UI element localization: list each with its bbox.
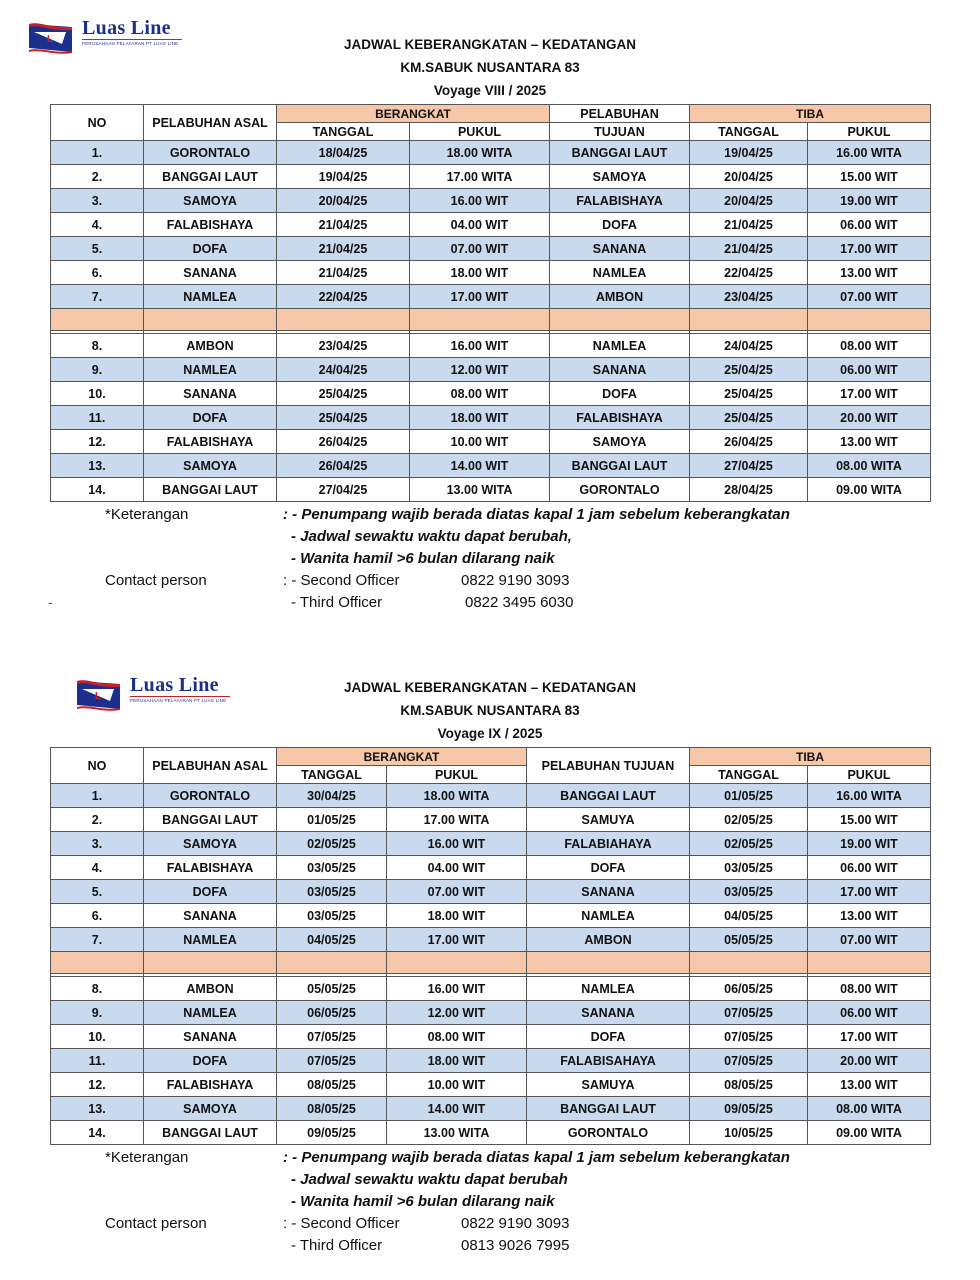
cell-tanggal-tiba: 21/04/25 bbox=[690, 237, 808, 261]
cell-asal: FALABISHAYA bbox=[144, 1073, 277, 1097]
cell-pukul-berangkat: 10.00 WIT bbox=[387, 1073, 527, 1097]
cell-pukul-berangkat: 04.00 WIT bbox=[410, 213, 550, 237]
keterangan-label: *Keterangan bbox=[105, 1149, 189, 1166]
cell-tujuan: FALABIAHAYA bbox=[527, 832, 690, 856]
cell-asal: SANANA bbox=[144, 904, 277, 928]
cell-pukul-tiba: 06.00 WIT bbox=[808, 358, 931, 382]
notes-block bbox=[0, 1147, 980, 1267]
cell-pukul-tiba: 09.00 WITA bbox=[808, 1121, 931, 1145]
cell-pukul-tiba: 16.00 WITA bbox=[808, 784, 931, 808]
contact-1-phone[interactable]: 0822 9190 3093 bbox=[461, 572, 570, 589]
cell-pukul-berangkat: 04.00 WIT bbox=[387, 856, 527, 880]
cell-asal: NAMLEA bbox=[144, 1001, 277, 1025]
header-pukul: PUKUL bbox=[410, 123, 550, 141]
cell-no: 13. bbox=[51, 454, 144, 478]
cell-pukul-tiba: 15.00 WIT bbox=[808, 808, 931, 832]
cell-asal: FALABISHAYA bbox=[144, 856, 277, 880]
header-tiba: TIBA bbox=[690, 105, 931, 123]
cell-tujuan: NAMLEA bbox=[550, 334, 690, 358]
cell-tujuan: SANANA bbox=[550, 237, 690, 261]
notes-block bbox=[0, 504, 980, 624]
schedule-table bbox=[50, 104, 931, 502]
cell-no: 3. bbox=[51, 189, 144, 213]
svg-text:L: L bbox=[95, 691, 102, 702]
cell-tanggal-tiba: 24/04/25 bbox=[690, 334, 808, 358]
cell-no: 7. bbox=[51, 285, 144, 309]
header-pukul: PUKUL bbox=[387, 766, 527, 784]
cell-tanggal-berangkat: 03/05/25 bbox=[277, 904, 387, 928]
contact-2-role: - Third Officer bbox=[291, 594, 383, 611]
cell-pukul-berangkat: 18.00 WITA bbox=[410, 141, 550, 165]
cell-tanggal-berangkat: 03/05/25 bbox=[277, 880, 387, 904]
cell-tanggal-tiba: 19/04/25 bbox=[690, 141, 808, 165]
cell-no: 3. bbox=[51, 832, 144, 856]
table-row bbox=[51, 213, 931, 237]
cell-tanggal-tiba: 21/04/25 bbox=[690, 213, 808, 237]
separator-row bbox=[51, 952, 931, 974]
table-row bbox=[51, 904, 931, 928]
cell-pukul-berangkat: 18.00 WITA bbox=[387, 784, 527, 808]
header-tanggal: TANGGAL bbox=[277, 123, 410, 141]
cell-pukul-berangkat: 16.00 WIT bbox=[410, 334, 550, 358]
cell-pukul-tiba: 07.00 WIT bbox=[808, 285, 931, 309]
contact-label: Contact person bbox=[105, 572, 207, 589]
table-row bbox=[51, 1049, 931, 1073]
cell-tanggal-tiba: 03/05/25 bbox=[690, 880, 808, 904]
cell-asal: AMBON bbox=[144, 977, 277, 1001]
cell-no: 8. bbox=[51, 334, 144, 358]
cell-pukul-berangkat: 16.00 WIT bbox=[387, 977, 527, 1001]
logo-subtitle: PERUSAHAAN PELAYARAN PT LUAS LINE bbox=[82, 39, 182, 46]
cell-pukul-berangkat: 18.00 WIT bbox=[410, 261, 550, 285]
cell-pukul-tiba: 17.00 WIT bbox=[808, 237, 931, 261]
cell-pukul-tiba: 06.00 WIT bbox=[808, 856, 931, 880]
cell-pukul-tiba: 06.00 WIT bbox=[808, 213, 931, 237]
cell-asal: BANGGAI LAUT bbox=[144, 165, 277, 189]
cell-tanggal-tiba: 25/04/25 bbox=[690, 358, 808, 382]
table-row bbox=[51, 1025, 931, 1049]
cell-tujuan: BANGGAI LAUT bbox=[527, 1097, 690, 1121]
cell-asal: DOFA bbox=[144, 880, 277, 904]
logo-name: Luas Line bbox=[82, 17, 171, 39]
cell-pukul-berangkat: 14.00 WIT bbox=[410, 454, 550, 478]
separator-cell bbox=[410, 309, 550, 331]
cell-no: 2. bbox=[51, 165, 144, 189]
table-row bbox=[51, 285, 931, 309]
header-tanggal: TANGGAL bbox=[690, 123, 808, 141]
cell-pukul-tiba: 13.00 WIT bbox=[808, 430, 931, 454]
cell-pukul-berangkat: 14.00 WIT bbox=[387, 1097, 527, 1121]
cell-pukul-berangkat: 13.00 WITA bbox=[387, 1121, 527, 1145]
cell-no: 4. bbox=[51, 856, 144, 880]
cell-tujuan: FALABISAHAYA bbox=[527, 1049, 690, 1073]
cell-tanggal-berangkat: 01/05/25 bbox=[277, 808, 387, 832]
note-prefix: : - bbox=[283, 1149, 298, 1166]
cell-pukul-berangkat: 07.00 WIT bbox=[410, 237, 550, 261]
cell-tanggal-tiba: 22/04/25 bbox=[690, 261, 808, 285]
cell-tanggal-tiba: 02/05/25 bbox=[690, 808, 808, 832]
cell-pukul-berangkat: 12.00 WIT bbox=[387, 1001, 527, 1025]
header-berangkat: BERANGKAT bbox=[277, 748, 527, 766]
note-prefix: : - bbox=[283, 506, 298, 523]
cell-no: 11. bbox=[51, 1049, 144, 1073]
svg-text:L: L bbox=[47, 34, 54, 45]
cell-asal: BANGGAI LAUT bbox=[144, 808, 277, 832]
cell-asal: SAMOYA bbox=[144, 1097, 277, 1121]
cell-tanggal-tiba: 07/05/25 bbox=[690, 1049, 808, 1073]
cell-pukul-tiba: 13.00 WIT bbox=[808, 261, 931, 285]
cell-tanggal-berangkat: 08/05/25 bbox=[277, 1097, 387, 1121]
stray-mark: - bbox=[48, 594, 53, 610]
cell-asal: NAMLEA bbox=[144, 358, 277, 382]
cell-tanggal-berangkat: 02/05/25 bbox=[277, 832, 387, 856]
table-row bbox=[51, 430, 931, 454]
header-tanggal: TANGGAL bbox=[277, 766, 387, 784]
cell-pukul-berangkat: 17.00 WIT bbox=[410, 285, 550, 309]
header-no: NO bbox=[51, 105, 144, 141]
schedule-title: JADWAL KEBERANGKATAN – KEDATANGAN bbox=[343, 680, 636, 695]
cell-no: 12. bbox=[51, 1073, 144, 1097]
cell-tanggal-tiba: 04/05/25 bbox=[690, 904, 808, 928]
cell-tujuan: SAMOYA bbox=[550, 165, 690, 189]
cell-tujuan: DOFA bbox=[527, 1025, 690, 1049]
cell-tanggal-tiba: 25/04/25 bbox=[690, 382, 808, 406]
table-row bbox=[51, 478, 931, 502]
cell-tanggal-tiba: 08/05/25 bbox=[690, 1073, 808, 1097]
cell-tanggal-tiba: 06/05/25 bbox=[690, 977, 808, 1001]
header-tujuan: PELABUHAN TUJUAN bbox=[527, 748, 690, 784]
cell-pukul-berangkat: 08.00 WIT bbox=[410, 382, 550, 406]
cell-pukul-tiba: 08.00 WITA bbox=[808, 454, 931, 478]
table-row bbox=[51, 832, 931, 856]
cell-tujuan: SAMUYA bbox=[527, 808, 690, 832]
separator-cell bbox=[808, 952, 931, 974]
cell-tanggal-tiba: 02/05/25 bbox=[690, 832, 808, 856]
cell-tanggal-berangkat: 27/04/25 bbox=[277, 478, 410, 502]
cell-asal: SAMOYA bbox=[144, 454, 277, 478]
cell-pukul-berangkat: 07.00 WIT bbox=[387, 880, 527, 904]
cell-tanggal-berangkat: 23/04/25 bbox=[277, 334, 410, 358]
note-2: - Jadwal sewaktu waktu dapat berubah bbox=[291, 1171, 568, 1188]
cell-asal: GORONTALO bbox=[144, 784, 277, 808]
cell-tujuan: SANANA bbox=[550, 358, 690, 382]
cell-no: 13. bbox=[51, 1097, 144, 1121]
cell-pukul-berangkat: 10.00 WIT bbox=[410, 430, 550, 454]
cell-tujuan: BANGGAI LAUT bbox=[550, 454, 690, 478]
cell-pukul-tiba: 20.00 WIT bbox=[808, 406, 931, 430]
cell-tanggal-berangkat: 24/04/25 bbox=[277, 358, 410, 382]
cell-tanggal-tiba: 07/05/25 bbox=[690, 1001, 808, 1025]
cell-tanggal-berangkat: 06/05/25 bbox=[277, 1001, 387, 1025]
cell-pukul-berangkat: 18.00 WIT bbox=[387, 1049, 527, 1073]
cell-asal: NAMLEA bbox=[144, 285, 277, 309]
separator-row bbox=[51, 309, 931, 331]
cell-no: 14. bbox=[51, 478, 144, 502]
table-row bbox=[51, 1121, 931, 1145]
cell-asal: GORONTALO bbox=[144, 141, 277, 165]
table-row bbox=[51, 165, 931, 189]
table-row bbox=[51, 808, 931, 832]
table-row bbox=[51, 141, 931, 165]
contact-1-role: : - Second Officer bbox=[283, 572, 400, 589]
header-pukul: PUKUL bbox=[808, 766, 931, 784]
note-1: Penumpang wajib berada diatas kapal 1 jam sebelum keberangkatan bbox=[297, 1149, 790, 1166]
schedule-table bbox=[50, 747, 931, 1145]
keterangan-label: *Keterangan bbox=[105, 506, 189, 523]
cell-pukul-tiba: 06.00 WIT bbox=[808, 1001, 931, 1025]
header-tiba: TIBA bbox=[690, 748, 931, 766]
cell-pukul-tiba: 17.00 WIT bbox=[808, 880, 931, 904]
cell-pukul-tiba: 07.00 WIT bbox=[808, 928, 931, 952]
separator-cell bbox=[144, 309, 277, 331]
table-row bbox=[51, 784, 931, 808]
cell-asal: BANGGAI LAUT bbox=[144, 1121, 277, 1145]
header-pukul: PUKUL bbox=[808, 123, 931, 141]
table-row bbox=[51, 358, 931, 382]
contact-1-phone[interactable]: 0822 9190 3093 bbox=[461, 1215, 570, 1232]
contact-2-role: - Third Officer bbox=[291, 1237, 383, 1254]
cell-tanggal-berangkat: 26/04/25 bbox=[277, 430, 410, 454]
cell-pukul-berangkat: 08.00 WIT bbox=[387, 1025, 527, 1049]
cell-tanggal-tiba: 20/04/25 bbox=[690, 189, 808, 213]
cell-pukul-tiba: 17.00 WIT bbox=[808, 382, 931, 406]
cell-tanggal-tiba: 09/05/25 bbox=[690, 1097, 808, 1121]
cell-pukul-berangkat: 17.00 WITA bbox=[387, 808, 527, 832]
cell-no: 10. bbox=[51, 1025, 144, 1049]
cell-tujuan: AMBON bbox=[527, 928, 690, 952]
separator-cell bbox=[387, 952, 527, 974]
note-2: - Jadwal sewaktu waktu dapat berubah, bbox=[291, 528, 572, 545]
cell-pukul-berangkat: 16.00 WIT bbox=[387, 832, 527, 856]
cell-tujuan: AMBON bbox=[550, 285, 690, 309]
cell-no: 1. bbox=[51, 141, 144, 165]
cell-tanggal-berangkat: 07/05/25 bbox=[277, 1025, 387, 1049]
cell-no: 11. bbox=[51, 406, 144, 430]
cell-tanggal-berangkat: 25/04/25 bbox=[277, 406, 410, 430]
cell-tanggal-tiba: 27/04/25 bbox=[690, 454, 808, 478]
contact-1-role: : - Second Officer bbox=[283, 1215, 400, 1232]
cell-tujuan: DOFA bbox=[527, 856, 690, 880]
cell-asal: BANGGAI LAUT bbox=[144, 478, 277, 502]
cell-tujuan: NAMLEA bbox=[527, 977, 690, 1001]
separator-cell bbox=[690, 952, 808, 974]
cell-pukul-tiba: 13.00 WIT bbox=[808, 904, 931, 928]
cell-no: 2. bbox=[51, 808, 144, 832]
cell-tanggal-berangkat: 25/04/25 bbox=[277, 382, 410, 406]
table-row bbox=[51, 1097, 931, 1121]
table-row bbox=[51, 334, 931, 358]
cell-no: 5. bbox=[51, 237, 144, 261]
separator-cell bbox=[550, 309, 690, 331]
cell-pukul-tiba: 16.00 WITA bbox=[808, 141, 931, 165]
cell-tanggal-berangkat: 26/04/25 bbox=[277, 454, 410, 478]
cell-pukul-tiba: 20.00 WIT bbox=[808, 1049, 931, 1073]
separator-cell bbox=[277, 952, 387, 974]
table-row bbox=[51, 880, 931, 904]
cell-pukul-tiba: 19.00 WIT bbox=[808, 189, 931, 213]
cell-pukul-berangkat: 13.00 WITA bbox=[410, 478, 550, 502]
separator-cell bbox=[277, 309, 410, 331]
cell-asal: FALABISHAYA bbox=[144, 430, 277, 454]
cell-no: 6. bbox=[51, 261, 144, 285]
cell-tanggal-tiba: 23/04/25 bbox=[690, 285, 808, 309]
header-no: NO bbox=[51, 748, 144, 784]
cell-tanggal-berangkat: 22/04/25 bbox=[277, 285, 410, 309]
header-tujuan-line1: PELABUHAN bbox=[550, 105, 690, 123]
cell-pukul-tiba: 13.00 WIT bbox=[808, 1073, 931, 1097]
header-asal: PELABUHAN ASAL bbox=[144, 105, 277, 141]
cell-tujuan: NAMLEA bbox=[527, 904, 690, 928]
table-row bbox=[51, 382, 931, 406]
table-row bbox=[51, 237, 931, 261]
cell-tujuan: SANANA bbox=[527, 880, 690, 904]
cell-pukul-tiba: 08.00 WIT bbox=[808, 977, 931, 1001]
separator-cell bbox=[51, 952, 144, 974]
cell-asal: DOFA bbox=[144, 237, 277, 261]
cell-tujuan: BANGGAI LAUT bbox=[550, 141, 690, 165]
cell-no: 5. bbox=[51, 880, 144, 904]
cell-pukul-berangkat: 18.00 WIT bbox=[387, 904, 527, 928]
cell-tanggal-berangkat: 18/04/25 bbox=[277, 141, 410, 165]
schedule-title: JADWAL KEBERANGKATAN – KEDATANGAN bbox=[343, 37, 636, 52]
cell-tujuan: DOFA bbox=[550, 213, 690, 237]
cell-pukul-berangkat: 18.00 WIT bbox=[410, 406, 550, 430]
cell-tujuan: BANGGAI LAUT bbox=[527, 784, 690, 808]
cell-no: 1. bbox=[51, 784, 144, 808]
table-row bbox=[51, 406, 931, 430]
cell-pukul-tiba: 19.00 WIT bbox=[808, 832, 931, 856]
cell-tujuan: SAMUYA bbox=[527, 1073, 690, 1097]
cell-no: 9. bbox=[51, 1001, 144, 1025]
cell-pukul-tiba: 15.00 WIT bbox=[808, 165, 931, 189]
ship-name: KM.SABUK NUSANTARA 83 bbox=[400, 60, 580, 75]
cell-tanggal-berangkat: 30/04/25 bbox=[277, 784, 387, 808]
cell-no: 4. bbox=[51, 213, 144, 237]
cell-tanggal-berangkat: 21/04/25 bbox=[277, 261, 410, 285]
cell-asal: FALABISHAYA bbox=[144, 213, 277, 237]
cell-no: 6. bbox=[51, 904, 144, 928]
cell-tujuan: GORONTALO bbox=[550, 478, 690, 502]
contact-2-phone[interactable]: 0813 9026 7995 bbox=[461, 1237, 570, 1254]
table-row bbox=[51, 261, 931, 285]
header-asal: PELABUHAN ASAL bbox=[144, 748, 277, 784]
cell-pukul-berangkat: 12.00 WIT bbox=[410, 358, 550, 382]
cell-pukul-tiba: 17.00 WIT bbox=[808, 1025, 931, 1049]
table-row bbox=[51, 856, 931, 880]
cell-asal: SANANA bbox=[144, 1025, 277, 1049]
separator-cell bbox=[808, 309, 931, 331]
cell-tanggal-tiba: 20/04/25 bbox=[690, 165, 808, 189]
cell-no: 9. bbox=[51, 358, 144, 382]
cell-tanggal-tiba: 26/04/25 bbox=[690, 430, 808, 454]
note-1: Penumpang wajib berada diatas kapal 1 jam sebelum keberangkatan bbox=[297, 506, 790, 523]
cell-tanggal-berangkat: 04/05/25 bbox=[277, 928, 387, 952]
note-3: - Wanita hamil >6 bulan dilarang naik bbox=[291, 550, 555, 567]
table-row bbox=[51, 1073, 931, 1097]
contact-label: Contact person bbox=[105, 1215, 207, 1232]
header-tanggal: TANGGAL bbox=[690, 766, 808, 784]
cell-tujuan: FALABISHAYA bbox=[550, 189, 690, 213]
cell-pukul-berangkat: 17.00 WIT bbox=[387, 928, 527, 952]
cell-tanggal-tiba: 05/05/25 bbox=[690, 928, 808, 952]
cell-tanggal-berangkat: 05/05/25 bbox=[277, 977, 387, 1001]
table-row bbox=[51, 1001, 931, 1025]
cell-tujuan: SAMOYA bbox=[550, 430, 690, 454]
cell-tanggal-berangkat: 09/05/25 bbox=[277, 1121, 387, 1145]
cell-asal: SANANA bbox=[144, 382, 277, 406]
cell-tanggal-berangkat: 20/04/25 bbox=[277, 189, 410, 213]
contact-2-phone[interactable]: 0822 3495 6030 bbox=[465, 594, 574, 611]
cell-asal: SAMOYA bbox=[144, 189, 277, 213]
cell-tanggal-berangkat: 07/05/25 bbox=[277, 1049, 387, 1073]
cell-pukul-tiba: 08.00 WITA bbox=[808, 1097, 931, 1121]
table-row bbox=[51, 977, 931, 1001]
cell-tujuan: GORONTALO bbox=[527, 1121, 690, 1145]
cell-asal: NAMLEA bbox=[144, 928, 277, 952]
cell-no: 10. bbox=[51, 382, 144, 406]
cell-no: 8. bbox=[51, 977, 144, 1001]
cell-tujuan: DOFA bbox=[550, 382, 690, 406]
header-tujuan-line2: TUJUAN bbox=[550, 123, 690, 141]
separator-cell bbox=[690, 309, 808, 331]
logo-name: Luas Line bbox=[130, 674, 219, 696]
table-row bbox=[51, 454, 931, 478]
cell-no: 7. bbox=[51, 928, 144, 952]
logo-subtitle: PERUSAHAAN PELAYARAN PT LUAS LINE bbox=[130, 696, 230, 703]
table-row bbox=[51, 928, 931, 952]
cell-pukul-tiba: 08.00 WIT bbox=[808, 334, 931, 358]
cell-tujuan: NAMLEA bbox=[550, 261, 690, 285]
cell-tujuan: SANANA bbox=[527, 1001, 690, 1025]
cell-tanggal-tiba: 01/05/25 bbox=[690, 784, 808, 808]
separator-cell bbox=[144, 952, 277, 974]
cell-tanggal-berangkat: 21/04/25 bbox=[277, 213, 410, 237]
cell-pukul-tiba: 09.00 WITA bbox=[808, 478, 931, 502]
cell-asal: AMBON bbox=[144, 334, 277, 358]
voyage-label: Voyage IX / 2025 bbox=[437, 726, 543, 741]
cell-tujuan: FALABISHAYA bbox=[550, 406, 690, 430]
cell-tanggal-berangkat: 08/05/25 bbox=[277, 1073, 387, 1097]
cell-tanggal-berangkat: 03/05/25 bbox=[277, 856, 387, 880]
cell-asal: SANANA bbox=[144, 261, 277, 285]
cell-tanggal-tiba: 07/05/25 bbox=[690, 1025, 808, 1049]
separator-cell bbox=[527, 952, 690, 974]
separator-cell bbox=[51, 309, 144, 331]
cell-tanggal-tiba: 03/05/25 bbox=[690, 856, 808, 880]
cell-no: 14. bbox=[51, 1121, 144, 1145]
cell-tanggal-tiba: 25/04/25 bbox=[690, 406, 808, 430]
cell-asal: DOFA bbox=[144, 406, 277, 430]
cell-pukul-berangkat: 17.00 WITA bbox=[410, 165, 550, 189]
voyage-label: Voyage VIII / 2025 bbox=[433, 83, 547, 98]
cell-tanggal-berangkat: 21/04/25 bbox=[277, 237, 410, 261]
cell-pukul-berangkat: 16.00 WIT bbox=[410, 189, 550, 213]
cell-tanggal-tiba: 28/04/25 bbox=[690, 478, 808, 502]
cell-tanggal-tiba: 10/05/25 bbox=[690, 1121, 808, 1145]
cell-asal: SAMOYA bbox=[144, 832, 277, 856]
cell-no: 12. bbox=[51, 430, 144, 454]
cell-tanggal-berangkat: 19/04/25 bbox=[277, 165, 410, 189]
cell-asal: DOFA bbox=[144, 1049, 277, 1073]
note-3: - Wanita hamil >6 bulan dilarang naik bbox=[291, 1193, 555, 1210]
header-berangkat: BERANGKAT bbox=[277, 105, 550, 123]
table-row bbox=[51, 189, 931, 213]
ship-name: KM.SABUK NUSANTARA 83 bbox=[400, 703, 580, 718]
